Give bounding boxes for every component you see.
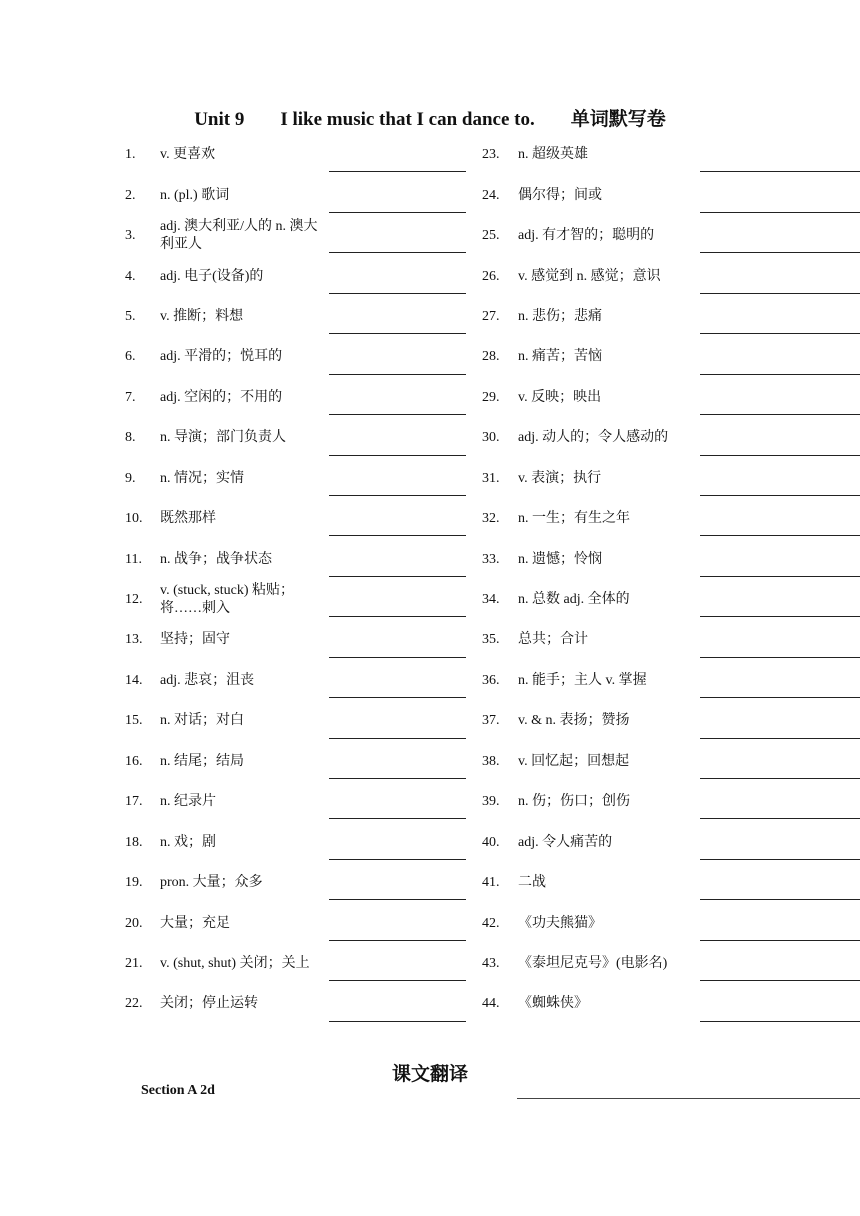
table-row [0,822,860,862]
table-row [0,135,860,175]
answer-line[interactable] [700,455,860,456]
table-row [0,256,860,296]
item-number: 35. [482,632,500,648]
item-number: 10. [125,511,143,527]
item-definition: n. 超级英雄 [518,147,588,163]
answer-line[interactable] [700,616,860,617]
item-definition: n. 战争；战争状态 [160,551,272,567]
item-definition: 关闭；停止运转 [160,996,258,1012]
table-row [0,499,860,539]
answer-line[interactable] [329,414,466,415]
table-row [0,742,860,782]
answer-line[interactable] [329,576,466,577]
answer-line[interactable] [329,899,466,900]
item-number: 39. [482,794,500,810]
answer-line[interactable] [329,252,466,253]
worksheet-label: 单词默写卷 [570,109,666,130]
table-row [0,459,860,499]
answer-line[interactable] [329,455,466,456]
item-definition: n. 遗憾；怜悯 [518,551,602,567]
table-row [0,216,860,256]
item-definition: adj. 悲哀；沮丧 [160,672,255,688]
item-definition: n. 戏；剧 [160,834,216,850]
table-row [0,863,860,903]
item-definition: adj. 空闲的；不用的 [160,389,283,405]
answer-line[interactable] [329,657,466,658]
answer-line[interactable] [700,778,860,779]
item-definition: n. (pl.) 歌词 [160,187,230,203]
item-definition: adj. 澳大利亚/人的 n. 澳大利亚人 [160,219,318,253]
item-definition: n. 纪录片 [160,794,216,810]
answer-line[interactable] [700,495,860,496]
item-number: 3. [125,228,136,244]
table-row [0,701,860,741]
item-number: 44. [482,996,500,1012]
answer-line[interactable] [329,697,466,698]
item-definition: 二战 [518,875,546,891]
item-number: 33. [482,551,500,567]
worksheet-title [0,104,860,131]
answer-line[interactable] [329,980,466,981]
item-definition: adj. 动人的；令人感动的 [518,430,669,446]
item-number: 31. [482,470,500,486]
item-definition: v. 更喜欢 [160,147,216,163]
item-number: 34. [482,592,500,608]
answer-line[interactable] [700,940,860,941]
item-definition: n. 一生；有生之年 [518,511,630,527]
answer-line[interactable] [329,495,466,496]
table-row [0,297,860,337]
table-row [0,378,860,418]
item-number: 19. [125,875,143,891]
item-definition: n. 痛苦；苦恼 [518,349,602,365]
answer-line[interactable] [700,859,860,860]
item-number: 29. [482,389,500,405]
vocabulary-table [0,135,860,1025]
item-number: 17. [125,794,143,810]
table-row [0,661,860,701]
table-row [0,782,860,822]
table-row [0,903,860,943]
item-definition: v. 回忆起；回想起 [518,753,630,769]
unit-sentence: I like music that I can dance to. [280,109,535,130]
item-number: 23. [482,147,500,163]
item-number: 38. [482,753,500,769]
item-number: 8. [125,430,136,446]
item-number: 15. [125,713,143,729]
item-number: 2. [125,187,136,203]
section-subheading: Section A 2d [141,1083,215,1098]
item-number: 4. [125,268,136,284]
item-number: 22. [125,996,143,1012]
item-number: 36. [482,672,500,688]
answer-line[interactable] [329,535,466,536]
item-number: 12. [125,592,143,608]
item-definition: n. 结尾；结局 [160,753,244,769]
item-definition: 大量；充足 [160,915,230,931]
item-definition: v. 推断；料想 [160,308,244,324]
answer-line[interactable] [700,576,860,577]
item-number: 27. [482,308,500,324]
item-definition: adj. 令人痛苦的 [518,834,613,850]
item-number: 37. [482,713,500,729]
answer-line[interactable] [329,1021,466,1022]
answer-line[interactable] [700,293,860,294]
item-definition: v. (shut, shut) 关闭；关上 [160,955,310,971]
table-row [0,418,860,458]
item-number: 24. [482,187,500,203]
item-number: 42. [482,915,500,931]
item-definition: n. 总数 adj. 全体的 [518,592,630,608]
item-definition: n. 悲伤；悲痛 [518,308,602,324]
answer-line[interactable] [700,171,860,172]
item-number: 32. [482,511,500,527]
answer-line[interactable] [700,374,860,375]
answer-line[interactable] [700,899,860,900]
item-definition: v. 感觉到 n. 感觉；意识 [518,268,661,284]
item-number: 1. [125,147,136,163]
answer-line[interactable] [700,252,860,253]
table-row [0,944,860,984]
answer-line[interactable] [329,818,466,819]
answer-line[interactable] [329,293,466,294]
item-number: 11. [125,551,142,567]
answer-line[interactable] [329,212,466,213]
item-definition: 《泰坦尼克号》(电影名) [518,955,668,971]
item-definition: n. 情况；实情 [160,470,244,486]
table-row [0,620,860,660]
answer-line[interactable] [329,171,466,172]
table-row [0,984,860,1024]
answer-line[interactable] [700,738,860,739]
item-number: 18. [125,834,143,850]
answer-line[interactable] [329,333,466,334]
item-number: 9. [125,470,136,486]
table-row [0,337,860,377]
item-definition: 总共；合计 [518,632,588,648]
item-definition: v. & n. 表扬；赞扬 [518,713,630,729]
item-definition: pron. 大量；众多 [160,875,263,891]
item-definition: 既然那样 [160,511,216,527]
answer-line[interactable] [700,333,860,334]
table-row [0,175,860,215]
answer-line[interactable] [329,374,466,375]
item-definition: 偶尔得；间或 [518,187,602,203]
item-definition: 坚持；固守 [160,632,230,648]
item-number: 41. [482,875,500,891]
item-definition: 《功夫熊猫》 [518,915,602,931]
section-heading: 课文翻译 [391,1064,468,1085]
item-definition: n. 伤；伤口；创伤 [518,794,630,810]
item-number: 14. [125,672,143,688]
item-definition: adj. 电子(设备)的 [160,268,264,284]
item-number: 30. [482,430,500,446]
answer-line[interactable] [700,657,860,658]
item-definition: adj. 有才智的；聪明的 [518,228,655,244]
unit-label: Unit 9 [194,109,245,130]
item-number: 16. [125,753,143,769]
table-row [0,580,860,620]
item-number: 7. [125,389,136,405]
item-definition: n. 导演；部门负责人 [160,430,286,446]
answer-line[interactable] [329,616,466,617]
item-number: 26. [482,268,500,284]
item-definition: adj. 平滑的；悦耳的 [160,349,283,365]
item-definition: v. 反映；映出 [518,389,602,405]
translation-answer-line[interactable] [517,1098,860,1099]
item-definition: v. (stuck, stuck) 粘贴；将……刺入 [160,583,295,617]
table-row [0,539,860,579]
answer-line[interactable] [700,1021,860,1022]
answer-line[interactable] [700,414,860,415]
answer-line[interactable] [329,778,466,779]
item-number: 25. [482,228,500,244]
answer-line[interactable] [700,535,860,536]
item-number: 21. [125,955,143,971]
item-number: 43. [482,955,500,971]
answer-line[interactable] [700,212,860,213]
item-number: 5. [125,308,136,324]
answer-line[interactable] [700,980,860,981]
answer-line[interactable] [329,738,466,739]
answer-line[interactable] [700,818,860,819]
item-number: 28. [482,349,500,365]
item-number: 6. [125,349,136,365]
item-definition: n. 对话；对白 [160,713,244,729]
answer-line[interactable] [329,859,466,860]
item-definition: v. 表演；执行 [518,470,602,486]
item-definition: n. 能手；主人 v. 掌握 [518,672,647,688]
item-definition: 《蜘蛛侠》 [518,996,588,1012]
item-number: 20. [125,915,143,931]
item-number: 40. [482,834,500,850]
answer-line[interactable] [700,697,860,698]
answer-line[interactable] [329,940,466,941]
item-number: 13. [125,632,143,648]
